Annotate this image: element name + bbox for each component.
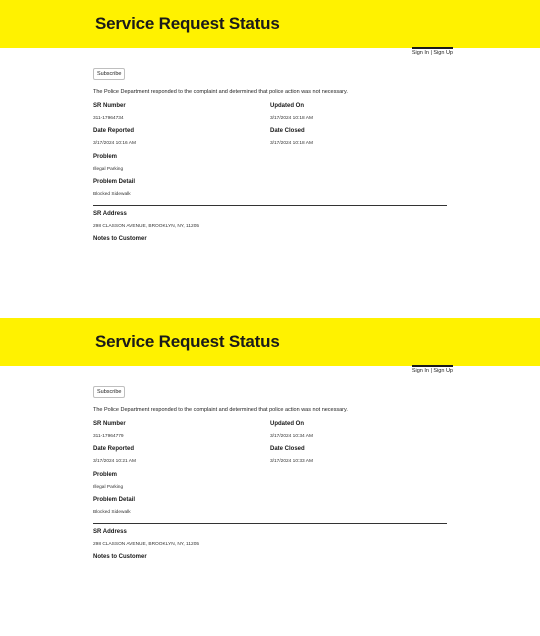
updated-on-value: 3/17/2024 10:18 AM [270,116,313,121]
date-reported-value: 3/17/2024 10:16 AM [93,141,136,146]
sr-address-label: SR Address [93,211,127,217]
header-banner [0,318,540,366]
date-reported-label: Date Reported [93,128,135,134]
problem-label: Problem [93,472,118,478]
problem-label: Problem [93,154,118,160]
service-request-panel [0,318,540,636]
status-message: The Police Department responded to the complaint and determined that police action was not necessary. [93,407,348,413]
problem-detail-label: Problem Detail [93,497,136,503]
problem-value: Illegal Parking [93,485,124,490]
page-title: Service Request Status [95,332,280,351]
section-divider [93,523,447,524]
sr-number-value: 311-17964734 [93,116,124,121]
subscribe-button[interactable]: Subscribe [93,386,125,398]
problem-value: Illegal Parking [93,167,124,172]
subscribe-button[interactable]: Subscribe [93,68,125,80]
notes-to-customer-label: Notes to Customer [93,236,147,242]
section-divider [93,205,447,206]
date-reported-value: 3/17/2024 10:21 AM [93,459,136,464]
updated-on-label: Updated On [270,421,304,427]
status-message: The Police Department responded to the complaint and determined that police action was not necessary. [93,89,348,95]
date-closed-value: 3/17/2024 10:18 AM [270,141,313,146]
sr-address-value: 298 CLASSON AVENUE, BROOKLYN, NY, 11205 [93,224,200,229]
date-closed-label: Date Closed [270,446,305,452]
sr-number-label: SR Number [93,421,126,427]
date-closed-value: 3/17/2024 10:33 AM [270,459,313,464]
page-title: Service Request Status [95,14,280,33]
sr-number-value: 311-17964779 [93,434,124,439]
date-reported-label: Date Reported [93,446,135,452]
problem-detail-value: Blocked Sidewalk [93,192,131,197]
problem-detail-label: Problem Detail [93,179,136,185]
sign-in-sign-up-link[interactable]: Sign In | Sign Up [412,47,453,56]
sr-number-label: SR Number [93,103,126,109]
problem-detail-value: Blocked Sidewalk [93,510,131,515]
notes-to-customer-label: Notes to Customer [93,554,147,560]
sr-address-value: 298 CLASSON AVENUE, BROOKLYN, NY, 11205 [93,542,200,547]
sign-in-sign-up-link[interactable]: Sign In | Sign Up [412,365,453,374]
date-closed-label: Date Closed [270,128,305,134]
updated-on-value: 3/17/2024 10:34 AM [270,434,313,439]
updated-on-label: Updated On [270,103,304,109]
sr-address-label: SR Address [93,529,127,535]
header-banner [0,0,540,48]
